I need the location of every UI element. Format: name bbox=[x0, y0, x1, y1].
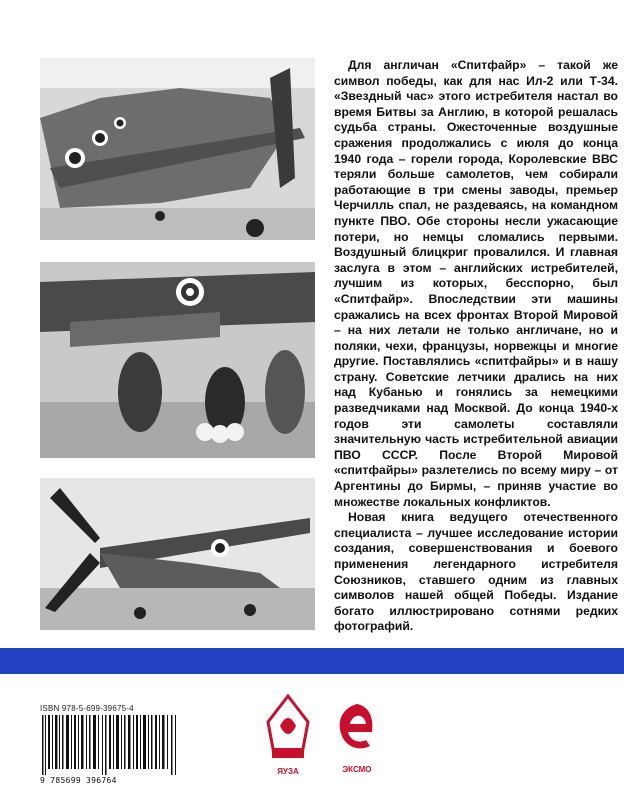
description-paragraph: Новая книга ведущего отечественного специалиста – лучшее исследование истории создания, совершенствования и боевого применения легендарного истребителя Союзников, ставшего одним из главных символов нашей общей Победы. Издание богато иллюстрировано сотнями редких фотографий. bbox=[334, 510, 618, 634]
isbn-text: ISBN 978-5-699-39675-4 bbox=[40, 704, 134, 713]
book-description bbox=[334, 58, 618, 635]
yauza-emblem-icon bbox=[262, 692, 314, 762]
barcode-digits: 9 785699 396764 bbox=[40, 776, 117, 785]
photo-parked-spitfires bbox=[40, 58, 315, 240]
eksmo-emblem-icon bbox=[332, 700, 382, 760]
eksmo-logo bbox=[332, 700, 382, 776]
photo-ground-crew bbox=[40, 262, 315, 458]
isbn-block bbox=[40, 704, 180, 785]
description-paragraph: Для англичан «Спитфайр» – такой же символ победы, как для нас Ил-2 или Т-34. «Звездный час» этого истребителя настал во время Битвы за Англию, в которой решалась судьба страны. Ожесточенные воздушные сражения продолжались с июля до конца 1940 года – горели города, Королевские ВВС теряли больше самолетов, чем собирали работающие в три смены заводы, премьер Черчилль спал, не раздеваясь, на командном пункте ПВО. Обе стороны несли ужасающие потери, но немцы сломались первыми. Воздушный блицкриг провалился. И главная заслуга в этом – английских истребителей, лучшим из которых, бесспорно, был «Спитфайр». Впоследствии эти машины сражались на всех фронтах Второй Мировой – на них летали не только англичане, но и поляки, чехи, французы, норвежцы и многие другие. Поставлялись «спитфайры» и в нашу страну. Советские летчики дрались на них над Кубанью и гонялись за немецкими разведчиками над Москвой. До конца 1940-х годов эти самолеты составляли значительную часть истребительной авиации ПВО СССР. После Второй Мировой «спитфайры» разлетелись по всему миру – от Аргентины до Бирмы, – приняв участие во множестве локальных конфликтов. bbox=[334, 58, 618, 509]
yauza-logo bbox=[262, 692, 314, 776]
eksmo-logo-text: ЭКСМО bbox=[342, 765, 372, 774]
yauza-logo-text: ЯУЗА bbox=[277, 767, 299, 776]
photo-spitfire-propeller bbox=[40, 478, 315, 630]
barcode bbox=[40, 715, 180, 775]
blue-band bbox=[0, 648, 624, 674]
